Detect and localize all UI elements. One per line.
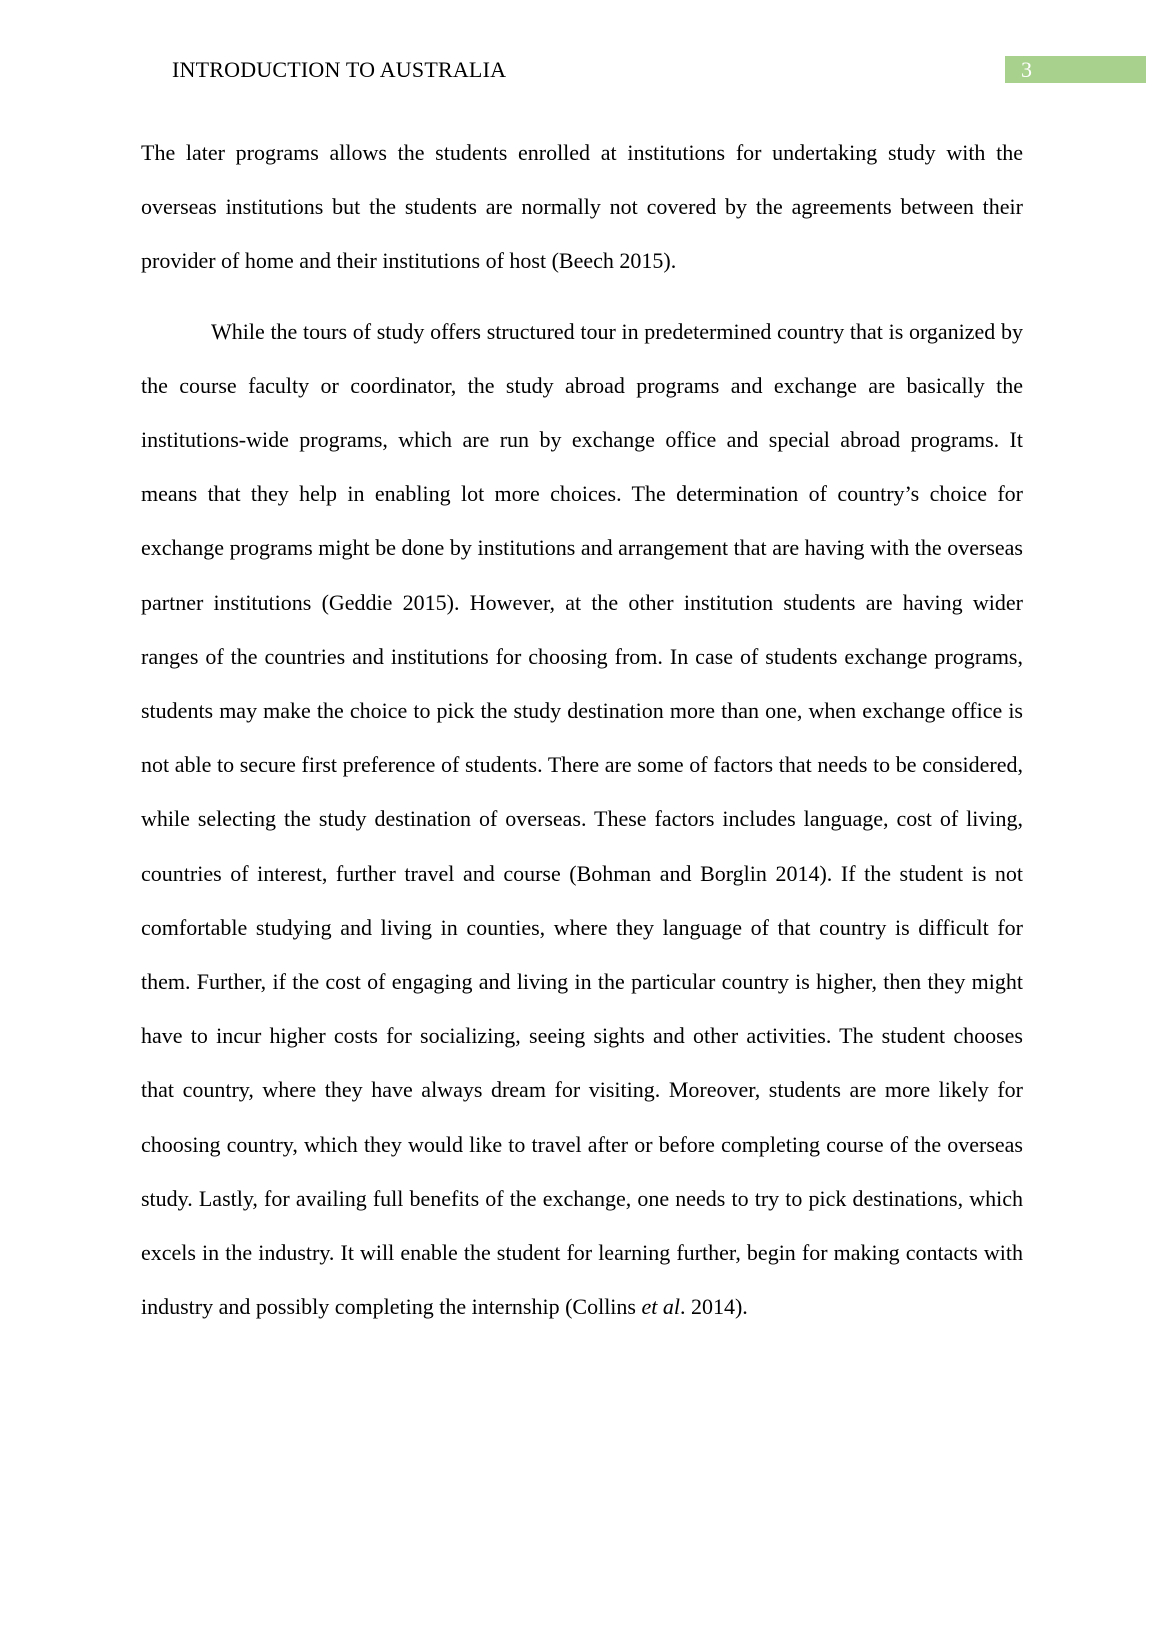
citation-open: (Collins — [559, 1294, 642, 1320]
citation-close: . 2014). — [679, 1294, 748, 1320]
body-text — [141, 126, 1023, 1334]
paragraph-1: The later programs allows the students enrolled at institutions for undertaking study with the overseas institutions but the students are normally not covered by the agreements between their provider of home and their institutions of host (Beech 2015). — [141, 140, 1023, 274]
citation-et-al: et al — [641, 1294, 680, 1320]
page-number-badge: 3 — [1005, 56, 1146, 83]
running-head: INTRODUCTION TO AUSTRALIA — [172, 57, 507, 82]
paragraph-2-text: While the tours of study offers structured tour in predetermined country that is organized by the course faculty or coordinator, the study abroad programs and exchange are basically the institutions-wide programs, which are run by exchange office and special abroad programs. It means that they help in enabling lot more choices. The determination of country’s choice for exchange programs might be done by institutions and arrangement that are having with the overseas partner institutions (Geddie 2015). However, at the other institution students are having wider ranges of the countries and institutions for choosing from. In case of students exchange programs, students may make the choice to pick the study destination more than one, when exchange office is not able to secure first preference of students. There are some of factors that needs to be considered, while selecting the study destination of overseas. These factors includes language, cost of living, countries of interest, further travel and course (Bohman and Borglin 2014). If the student is not comfortable studying and living in counties, where they language of that country is difficult for them. Further, if the cost of engaging and living in the particular country is higher, then they might have to incur higher costs for socializing, seeing sights and other activities. The student chooses that country, where they have always dream for visiting. Moreover, students are more likely for choosing country, which they would like to travel after or before completing course of the overseas study. Lastly, for availing full benefits of the exchange, one needs to try to pick destinations, which excels in the industry. It will enable the student for learning further, begin for making contacts with industry and possibly completing the internship — [141, 318, 1023, 1320]
paragraph-2 — [141, 305, 1023, 1335]
